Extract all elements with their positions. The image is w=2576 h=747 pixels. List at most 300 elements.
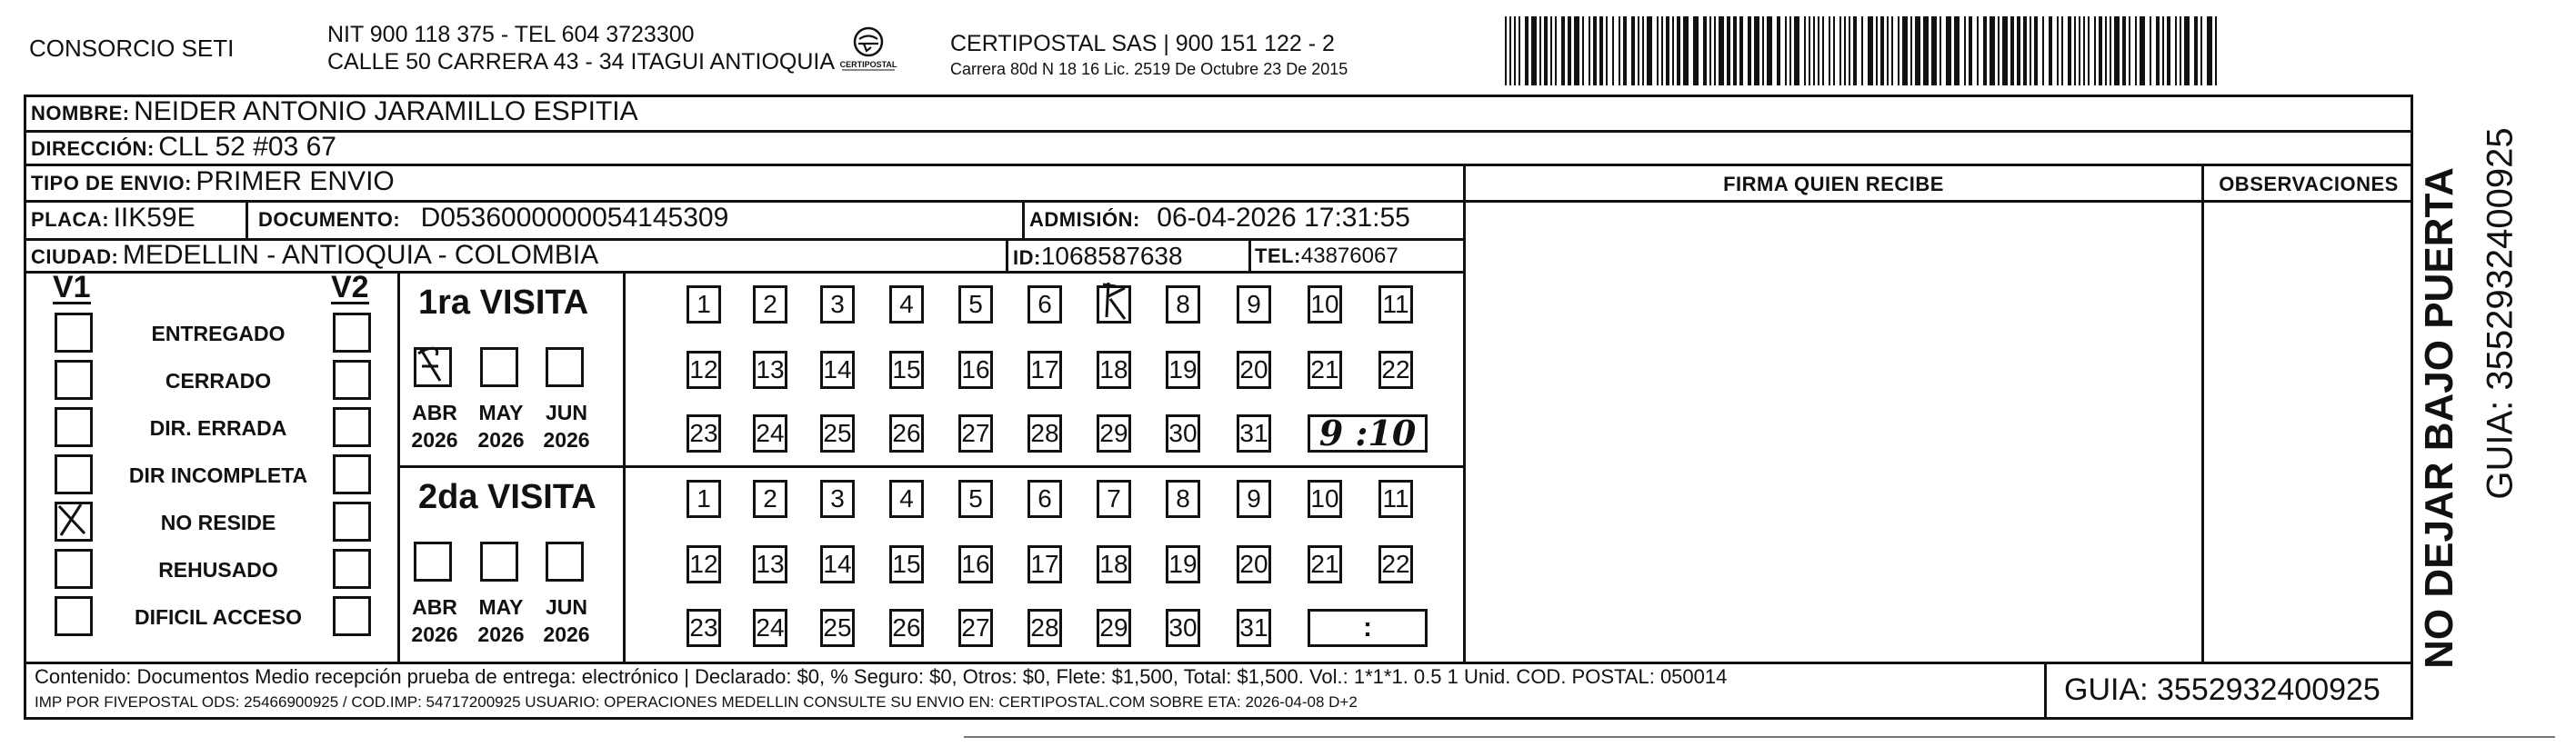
day-number: 17 bbox=[1030, 355, 1059, 383]
barcode-bar bbox=[1767, 16, 1772, 85]
barcode-bar bbox=[1983, 16, 1987, 85]
ciudad-label: CIUDAD: bbox=[31, 245, 119, 268]
tipo-label: TIPO DE ENVIO: bbox=[31, 172, 192, 194]
barcode-bar bbox=[2175, 16, 2177, 85]
firma-header: FIRMA QUIEN RECIBE bbox=[1723, 173, 1944, 195]
barcode-bar bbox=[1813, 16, 1815, 85]
barcode-bar bbox=[1887, 16, 1889, 85]
barcode-bar bbox=[1703, 16, 1707, 85]
barcode-bar bbox=[1642, 16, 1644, 85]
barcode-bar bbox=[2094, 16, 2096, 85]
barcode-bar bbox=[1709, 16, 1711, 85]
month-checkbox[interactable] bbox=[414, 347, 452, 387]
v1-checkbox[interactable] bbox=[55, 549, 93, 589]
day-box[interactable] bbox=[1027, 609, 1062, 647]
address-line: CALLE 50 CARRERA 43 - 34 ITAGUI ANTIOQUIA bbox=[327, 49, 836, 75]
cut-line bbox=[964, 736, 2555, 738]
day-number: 18 bbox=[1099, 550, 1128, 578]
barcode-bar bbox=[1661, 16, 1663, 85]
day-number: 9 bbox=[1247, 290, 1261, 318]
barcode-bar bbox=[1809, 16, 1810, 85]
day-box[interactable] bbox=[1237, 285, 1271, 324]
day-number: 30 bbox=[1168, 613, 1198, 642]
id-row bbox=[1013, 242, 1183, 271]
logo-text: CERTIPOSTAL bbox=[839, 60, 897, 69]
day-number: 19 bbox=[1168, 550, 1198, 578]
barcode-bar bbox=[1931, 16, 1937, 85]
barcode-bar bbox=[2023, 16, 2027, 85]
day-number: 23 bbox=[689, 419, 718, 447]
v2-checkbox[interactable] bbox=[333, 502, 371, 542]
day-number: 14 bbox=[823, 550, 852, 578]
barcode-bar bbox=[1561, 16, 1565, 85]
placa-row bbox=[31, 203, 195, 234]
barcode-bar bbox=[2200, 16, 2202, 85]
observaciones-header: OBSERVACIONES bbox=[2219, 173, 2399, 195]
visit-title: 1ra VISITA bbox=[418, 284, 589, 322]
day-box[interactable] bbox=[889, 414, 924, 453]
day-box[interactable] bbox=[687, 351, 721, 389]
month-label: MAY bbox=[478, 595, 524, 619]
day-number: 3 bbox=[830, 290, 845, 318]
status-label: DIR. ERRADA bbox=[149, 416, 287, 440]
barcode-bar bbox=[1977, 16, 1979, 85]
v2-label: V2 bbox=[331, 270, 369, 304]
day-box[interactable] bbox=[1166, 351, 1200, 389]
side-guia: GUIA: 3552932400925 bbox=[2480, 127, 2521, 500]
barcode-bar bbox=[1777, 16, 1780, 85]
status-label: DIFICIL ACCESO bbox=[134, 605, 302, 629]
day-number: 12 bbox=[689, 550, 718, 578]
day-box[interactable] bbox=[1308, 545, 1342, 583]
day-box[interactable] bbox=[820, 480, 855, 518]
day-box[interactable] bbox=[1308, 351, 1342, 389]
certipostal-logo bbox=[837, 24, 900, 73]
day-box[interactable] bbox=[687, 285, 721, 324]
day-box[interactable] bbox=[1237, 414, 1271, 453]
barcode-bar bbox=[2057, 16, 2059, 85]
day-number: 28 bbox=[1030, 613, 1059, 642]
barcode-bar bbox=[1853, 16, 1857, 85]
barcode-bar bbox=[1923, 16, 1929, 85]
day-number: 1 bbox=[697, 290, 711, 318]
month-label: ABR bbox=[412, 401, 457, 424]
barcode-bar bbox=[1739, 16, 1743, 85]
barcode-bar bbox=[1683, 16, 1689, 85]
v2-checkbox[interactable] bbox=[333, 549, 371, 589]
barcode-bar bbox=[1785, 16, 1787, 85]
day-number: 7 bbox=[1107, 484, 1121, 513]
month-checkbox[interactable] bbox=[480, 347, 518, 387]
day-box[interactable] bbox=[1308, 480, 1342, 518]
day-box[interactable] bbox=[1027, 414, 1062, 453]
day-box[interactable] bbox=[958, 480, 993, 518]
barcode-bar bbox=[1514, 16, 1516, 85]
v1-checkbox[interactable] bbox=[55, 313, 93, 353]
barcode-bar bbox=[1505, 16, 1507, 85]
day-box[interactable] bbox=[1237, 609, 1271, 647]
day-number: 20 bbox=[1239, 355, 1268, 383]
day-number: 8 bbox=[1176, 290, 1190, 318]
day-number: 18 bbox=[1099, 355, 1128, 383]
day-box[interactable] bbox=[1378, 351, 1413, 389]
admision-row bbox=[1029, 203, 1410, 234]
day-box[interactable] bbox=[1166, 545, 1200, 583]
nit-line: NIT 900 118 375 - TEL 604 3723300 bbox=[327, 22, 695, 47]
day-number: 24 bbox=[756, 419, 785, 447]
day-number: 5 bbox=[968, 484, 983, 513]
v1-checkbox[interactable] bbox=[55, 454, 93, 494]
day-number: 11 bbox=[1382, 484, 1409, 513]
day-number: 16 bbox=[961, 550, 990, 578]
month-label: JUN bbox=[545, 401, 587, 424]
day-box[interactable] bbox=[753, 480, 787, 518]
barcode-bar bbox=[2042, 16, 2044, 85]
ciudad-value: MEDELLIN - ANTIOQUIA - COLOMBIA bbox=[122, 240, 599, 270]
day-number: 22 bbox=[1381, 355, 1410, 383]
day-box[interactable] bbox=[753, 351, 787, 389]
status-label: CERRADO bbox=[165, 369, 272, 393]
barcode-bar bbox=[1631, 16, 1635, 85]
day-box[interactable] bbox=[958, 285, 993, 324]
barcode-bar bbox=[2068, 16, 2071, 85]
barcode-bar bbox=[1868, 16, 1873, 85]
tel-value: 43876067 bbox=[1300, 244, 1398, 268]
barcode-bar bbox=[2207, 16, 2212, 85]
ciudad-row bbox=[31, 240, 598, 271]
day-box[interactable] bbox=[889, 285, 924, 324]
day-box[interactable] bbox=[1027, 480, 1062, 518]
day-number: 13 bbox=[756, 550, 785, 578]
barcode-bar bbox=[1898, 16, 1899, 85]
footer-line1: Contenido: Documentos Medio recepción prueba de entrega: electrónico | Declarado: $0, % Seguro: $0, Otros: $0, Flete: $1,500, Total: $1,500. Vol.: 1*1*1. 0.5 1 Unid. COD. POSTAL: 050014 bbox=[35, 665, 1728, 688]
barcode-bar bbox=[2010, 16, 2014, 85]
barcode-bar bbox=[1954, 16, 1960, 85]
barcode-bar bbox=[1619, 16, 1620, 85]
barcode-bar bbox=[1990, 16, 1995, 85]
day-number: 11 bbox=[1382, 290, 1409, 318]
month-label: MAY bbox=[478, 401, 524, 424]
tipo-value: PRIMER ENVIO bbox=[195, 166, 395, 196]
tel-label: TEL: bbox=[1255, 244, 1301, 267]
v1-checkbox[interactable] bbox=[55, 502, 93, 542]
day-box[interactable] bbox=[820, 609, 855, 647]
barcode-bar bbox=[1582, 16, 1584, 85]
barcode-bar bbox=[1748, 16, 1751, 85]
placa-label: PLACA: bbox=[31, 208, 110, 231]
day-box[interactable] bbox=[889, 351, 924, 389]
day-box[interactable] bbox=[889, 545, 924, 583]
time-box[interactable]: : bbox=[1308, 609, 1428, 647]
cert-line2: Carrera 80d N 18 16 Lic. 2519 De Octubre 23 De 2015 bbox=[950, 60, 1348, 78]
barcode-bar bbox=[2167, 16, 2170, 85]
time-box[interactable]: 9 :10 bbox=[1308, 414, 1428, 453]
day-box[interactable] bbox=[1166, 414, 1200, 453]
day-number: 9 bbox=[1247, 484, 1261, 513]
day-box[interactable] bbox=[958, 351, 993, 389]
month-checkbox[interactable] bbox=[480, 542, 518, 582]
day-box[interactable] bbox=[687, 545, 721, 583]
month-checkbox[interactable] bbox=[546, 347, 584, 387]
barcode-bar bbox=[1880, 16, 1884, 85]
barcode-bar bbox=[1519, 16, 1520, 85]
day-box[interactable] bbox=[1097, 414, 1131, 453]
day-box[interactable] bbox=[1166, 285, 1200, 324]
tel-row bbox=[1255, 244, 1398, 269]
day-box[interactable] bbox=[820, 285, 855, 324]
barcode-bar bbox=[1964, 16, 1966, 85]
barcode-bar bbox=[1861, 16, 1863, 85]
barcode-bar bbox=[1544, 16, 1548, 85]
direccion-row bbox=[31, 132, 336, 163]
day-number: 31 bbox=[1239, 613, 1268, 642]
footer-line2: IMP POR FIVEPOSTAL ODS: 25466900925 / COD.IMP: 54717200925 USUARIO: OPERACIONES MEDELLIN CONSULTE SU ENVIO EN: CERTIPOSTAL.COM SOBRE ETA: 2026-04-08 D+2 bbox=[35, 693, 1358, 711]
status-label: DIR INCOMPLETA bbox=[128, 463, 308, 487]
month-label: ABR bbox=[412, 595, 457, 619]
barcode-bar bbox=[1844, 16, 1846, 85]
day-box[interactable] bbox=[889, 480, 924, 518]
day-box[interactable] bbox=[1097, 351, 1131, 389]
day-box[interactable] bbox=[1237, 480, 1271, 518]
barcode-bar bbox=[2074, 16, 2076, 85]
barcode-bar bbox=[1531, 16, 1537, 85]
barcode-bar bbox=[2122, 16, 2126, 85]
day-number: 30 bbox=[1168, 419, 1198, 447]
day-box[interactable] bbox=[820, 545, 855, 583]
day-box[interactable] bbox=[1027, 545, 1062, 583]
day-number: 10 bbox=[1310, 484, 1339, 513]
v1-checkbox[interactable] bbox=[55, 407, 93, 447]
day-box[interactable] bbox=[687, 609, 721, 647]
barcode-bar bbox=[1539, 16, 1541, 85]
day-number: 25 bbox=[823, 613, 852, 642]
barcode-bar bbox=[1946, 16, 1951, 85]
v1-checkbox[interactable] bbox=[55, 596, 93, 636]
day-box[interactable] bbox=[958, 414, 993, 453]
v2-checkbox[interactable] bbox=[333, 360, 371, 400]
documento-row bbox=[258, 203, 728, 234]
barcode-bar bbox=[2088, 16, 2090, 85]
barcode-bar bbox=[1902, 16, 1908, 85]
barcode-bar bbox=[2061, 16, 2063, 85]
day-number: 19 bbox=[1168, 355, 1198, 383]
barcode-bar bbox=[1677, 16, 1680, 85]
day-number: 31 bbox=[1239, 419, 1268, 447]
barcode-bar bbox=[1849, 16, 1850, 85]
day-number: 13 bbox=[756, 355, 785, 383]
barcode-bar bbox=[2105, 16, 2107, 85]
day-box[interactable] bbox=[753, 414, 787, 453]
day-number: 23 bbox=[689, 613, 718, 642]
barcode-bar bbox=[2083, 16, 2085, 85]
day-number: 3 bbox=[830, 484, 845, 513]
barcode-bar bbox=[2079, 16, 2080, 85]
day-box[interactable] bbox=[687, 414, 721, 453]
barcode-bar bbox=[1794, 16, 1799, 85]
barcode-bar bbox=[1525, 16, 1529, 85]
day-box[interactable] bbox=[753, 609, 787, 647]
year-label: 2026 bbox=[411, 428, 458, 452]
day-box[interactable] bbox=[687, 480, 721, 518]
v1-label: V1 bbox=[53, 270, 91, 304]
barcode-bar bbox=[1822, 16, 1824, 85]
day-number: 22 bbox=[1381, 550, 1410, 578]
day-number: 27 bbox=[961, 613, 990, 642]
barcode-bar bbox=[2150, 16, 2151, 85]
day-number: 5 bbox=[968, 290, 983, 318]
day-box[interactable] bbox=[753, 545, 787, 583]
month-checkbox[interactable] bbox=[546, 542, 584, 582]
day-box[interactable] bbox=[820, 414, 855, 453]
day-box[interactable] bbox=[1378, 285, 1413, 324]
day-box[interactable] bbox=[820, 351, 855, 389]
v2-checkbox[interactable] bbox=[333, 596, 371, 636]
day-number: 2 bbox=[763, 290, 777, 318]
barcode-bar bbox=[1647, 16, 1652, 85]
barcode-bar bbox=[1839, 16, 1841, 85]
barcode-bar bbox=[2002, 16, 2008, 85]
barcode-bar bbox=[2110, 16, 2111, 85]
barcode bbox=[1503, 16, 2221, 85]
day-box[interactable] bbox=[1237, 351, 1271, 389]
direccion-value: CLL 52 #03 67 bbox=[158, 132, 336, 162]
barcode-bar bbox=[1714, 16, 1716, 85]
month-checkbox[interactable] bbox=[414, 542, 452, 582]
barcode-bar bbox=[1762, 16, 1764, 85]
day-number: 21 bbox=[1310, 355, 1339, 383]
day-box[interactable] bbox=[1308, 285, 1342, 324]
day-number: 29 bbox=[1099, 419, 1128, 447]
day-number: 26 bbox=[892, 613, 921, 642]
day-number: 6 bbox=[1037, 290, 1052, 318]
barcode-bar bbox=[1754, 16, 1759, 85]
month-label: JUN bbox=[545, 595, 587, 619]
status-label: REHUSADO bbox=[158, 558, 278, 582]
footer-guia: GUIA: 3552932400925 bbox=[2064, 672, 2381, 707]
barcode-bar bbox=[1733, 16, 1737, 85]
day-number: 25 bbox=[823, 419, 852, 447]
status-label: ENTREGADO bbox=[151, 322, 286, 345]
day-box[interactable] bbox=[1166, 480, 1200, 518]
year-label: 2026 bbox=[543, 428, 590, 452]
status-label: NO RESIDE bbox=[160, 511, 276, 534]
day-box[interactable] bbox=[1097, 609, 1131, 647]
day-box[interactable] bbox=[1097, 285, 1131, 324]
barcode-bar bbox=[1623, 16, 1627, 85]
barcode-bar bbox=[2156, 16, 2160, 85]
day-box[interactable] bbox=[1378, 480, 1413, 518]
v2-checkbox[interactable] bbox=[333, 407, 371, 447]
cert-line1: CERTIPOSTAL SAS | 900 151 122 - 2 bbox=[950, 31, 1335, 56]
day-box[interactable] bbox=[753, 285, 787, 324]
day-number: 16 bbox=[961, 355, 990, 383]
admision-value: 06-04-2026 17:31:55 bbox=[1157, 203, 1410, 233]
day-number: 2 bbox=[763, 484, 777, 513]
day-number: 8 bbox=[1176, 484, 1190, 513]
barcode-bar bbox=[1727, 16, 1730, 85]
barcode-bar bbox=[2049, 16, 2052, 85]
direccion-label: DIRECCIÓN: bbox=[31, 137, 155, 160]
barcode-bar bbox=[2162, 16, 2164, 85]
barcode-bar bbox=[1833, 16, 1835, 85]
barcode-bar bbox=[2180, 16, 2181, 85]
day-box[interactable] bbox=[1237, 545, 1271, 583]
barcode-bar bbox=[1666, 16, 1669, 85]
day-box[interactable] bbox=[1097, 480, 1131, 518]
barcode-bar bbox=[2135, 16, 2137, 85]
visit-title: 2da VISITA bbox=[418, 478, 596, 516]
company-name: CONSORCIO SETI bbox=[29, 35, 235, 62]
day-box[interactable] bbox=[889, 609, 924, 647]
day-number: 10 bbox=[1310, 290, 1339, 318]
day-box[interactable] bbox=[958, 609, 993, 647]
barcode-bar bbox=[2184, 16, 2190, 85]
documento-label: DOCUMENTO: bbox=[258, 208, 401, 231]
barcode-bar bbox=[1789, 16, 1791, 85]
barcode-bar bbox=[1638, 16, 1639, 85]
barcode-bar bbox=[1998, 16, 2000, 85]
barcode-bar bbox=[1804, 16, 1806, 85]
day-box[interactable] bbox=[1027, 285, 1062, 324]
day-box[interactable] bbox=[1097, 545, 1131, 583]
documento-value: D0536000000054145309 bbox=[420, 203, 729, 233]
barcode-bar bbox=[1876, 16, 1878, 85]
barcode-bar bbox=[1550, 16, 1552, 85]
barcode-bar bbox=[1612, 16, 1614, 85]
barcode-bar bbox=[1969, 16, 1972, 85]
v2-checkbox[interactable] bbox=[333, 454, 371, 494]
barcode-bar bbox=[2034, 16, 2038, 85]
day-number: 1 bbox=[697, 484, 711, 513]
v2-checkbox[interactable] bbox=[333, 313, 371, 353]
day-number: 26 bbox=[892, 419, 921, 447]
barcode-bar bbox=[1910, 16, 1912, 85]
day-box[interactable] bbox=[1027, 351, 1062, 389]
day-number: 27 bbox=[961, 419, 990, 447]
day-box[interactable] bbox=[1378, 545, 1413, 583]
barcode-bar bbox=[1599, 16, 1603, 85]
side-warning: NO DEJAR BAJO PUERTA bbox=[2417, 167, 2461, 669]
barcode-bar bbox=[1593, 16, 1597, 85]
placa-value: IIK59E bbox=[113, 203, 195, 233]
day-number: 24 bbox=[756, 613, 785, 642]
nombre-label: NOMBRE: bbox=[31, 102, 130, 124]
barcode-bar bbox=[2140, 16, 2145, 85]
id-label: ID: bbox=[1013, 246, 1041, 269]
day-number: 29 bbox=[1099, 613, 1128, 642]
barcode-bar bbox=[1829, 16, 1830, 85]
barcode-bar bbox=[2030, 16, 2031, 85]
day-number: 4 bbox=[899, 484, 914, 513]
barcode-bar bbox=[2017, 16, 2020, 85]
tipo-row bbox=[31, 166, 395, 197]
day-box[interactable] bbox=[1166, 609, 1200, 647]
barcode-bar bbox=[1915, 16, 1920, 85]
day-box[interactable] bbox=[958, 545, 993, 583]
barcode-bar bbox=[2194, 16, 2198, 85]
barcode-bar bbox=[1891, 16, 1893, 85]
barcode-bar bbox=[1672, 16, 1674, 85]
year-label: 2026 bbox=[543, 622, 590, 646]
barcode-bar bbox=[1693, 16, 1699, 85]
barcode-bar bbox=[1818, 16, 1819, 85]
year-label: 2026 bbox=[477, 622, 525, 646]
barcode-bar bbox=[1568, 16, 1571, 85]
nombre-row bbox=[31, 96, 638, 127]
nombre-value: NEIDER ANTONIO JARAMILLO ESPITIA bbox=[134, 96, 638, 126]
barcode-bar bbox=[1589, 16, 1590, 85]
v1-checkbox[interactable] bbox=[55, 360, 93, 400]
